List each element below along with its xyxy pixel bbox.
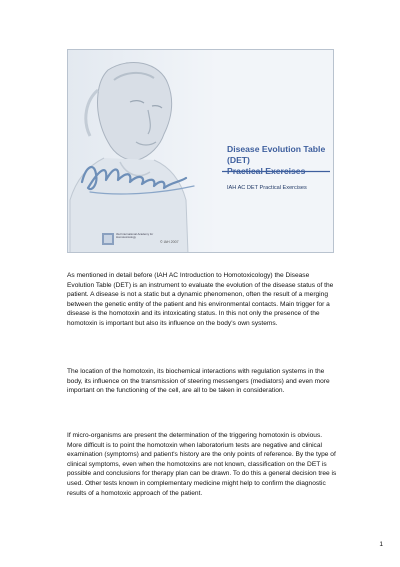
page-number: 1	[379, 541, 383, 548]
embedded-slide	[67, 49, 334, 253]
slide-title-line-1: Disease Evolution Table (DET)	[227, 144, 326, 165]
portrait-sketch-icon	[68, 50, 218, 253]
paragraph-1: As mentioned in detail before (IAH AC Introduction to Homotoxicology) the Disease Evolution Table (DET) is an instrument to evaluate the evolution of the disease status of the patient. A disease is not a static but a dynamic phenomenon, often the result of a merging between the genetic entity of the patient and his environmental contacts. Main trigger for a disease is the homotoxin and its intoxicating status. In this not only the presence of the homotoxin is important but also its influence on the body's own systems.	[67, 272, 334, 327]
slide-title-line-2: Practical Exercises	[227, 166, 306, 176]
paragraph-3: If micro-organisms are present the determination of the triggering homotoxin is obvious. More difficult is to point the homotoxin when laboratorium tests are negative and clinical examination (symptoms) and patient's history are the only points of reference. By the type of clinical symptoms, even when the homotoxins are not known, classification on the DET is possible and conclusions for therapy plan can be drawn. To do this a general decision tree is used. Other tests known in complementary medicine might help to confirm the diagnostic results of a homotoxic approach of the patient.	[67, 432, 337, 497]
slide-subtitle: IAH AC DET Practical Exercises	[227, 185, 307, 191]
slide-logo-text: IAH International Academy for Homotoxicology	[116, 232, 154, 240]
paragraph-2: The location of the homotoxin, its biochemical interactions with regulation systems in the body, its influence on the transmission of steering messengers (mediators) and even more important on the functioning of the cell, are all to be taken in consideration.	[67, 368, 330, 395]
slide-copyright: © IAH 2007	[160, 240, 179, 244]
title-divider	[222, 170, 330, 173]
